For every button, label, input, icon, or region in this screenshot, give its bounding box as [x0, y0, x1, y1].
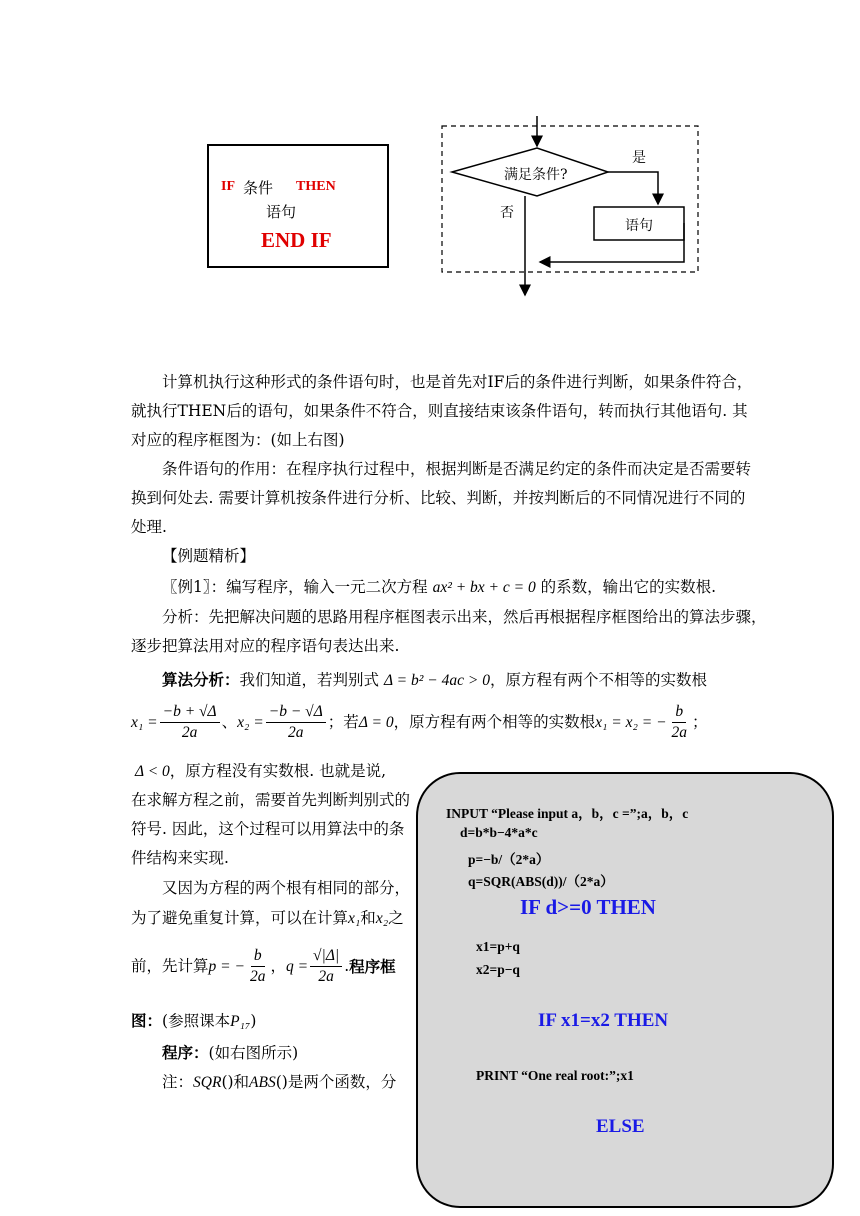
left-line8 — [131, 1006, 256, 1036]
example-1 — [162, 573, 716, 602]
note-sqr: SQR — [193, 1074, 222, 1091]
program-heading: 程序： — [162, 1043, 209, 1062]
para2-line2: 换到何处去. 需要计算机按条件进行分析、比较、判断，并按判断后的不同情况进行不同的 — [131, 489, 746, 507]
program-d-line: d=b*b−4*a*c — [460, 825, 538, 840]
program-print-line: PRINT “One real root:”;x1 — [476, 1068, 634, 1083]
note-and: ()和 — [221, 1073, 250, 1091]
yes-label: 是 — [632, 150, 646, 166]
x1-fraction — [160, 702, 220, 743]
roots-line — [131, 702, 708, 743]
program-x2-line: x2=p−q — [476, 962, 520, 977]
x2-denominator: 2a — [288, 724, 304, 741]
algo-text2: ，原方程有两个不相等的实数根 — [489, 671, 707, 689]
left-line1 — [135, 757, 386, 786]
delta-negative: Δ < 0 — [135, 763, 170, 780]
flow-statement-label: 语句 — [625, 218, 653, 234]
flowchart — [440, 112, 700, 302]
x1-numerator: −b + √Δ — [160, 702, 220, 723]
analysis-line2: 逐步把算法用对应的程序语句表达出来. — [131, 637, 400, 655]
program-else: ELSE — [596, 1116, 645, 1137]
b-denominator: 2a — [671, 724, 688, 741]
discriminant-eq: Δ = b² − 4ac > 0 — [383, 672, 490, 689]
l6-x2: x₂ — [375, 910, 389, 927]
x2-numerator: −b − √Δ — [266, 702, 326, 723]
l8-close: ) — [250, 1012, 257, 1030]
q-lhs: q = — [285, 958, 309, 975]
b-numerator: b — [672, 702, 686, 723]
l6-pre: 为了避免重复计算，可以在计算 — [131, 909, 349, 927]
l6-post: 之 — [388, 909, 404, 927]
x2-lhs: x₂ = — [237, 714, 264, 731]
x2-fraction — [266, 702, 326, 743]
dashed-frame — [442, 126, 698, 272]
program-if-x: IF x1=x2 THEN — [538, 1010, 669, 1031]
l8-bold: 图： — [131, 1011, 163, 1030]
flowchart-diagram — [440, 112, 700, 302]
l7-pre: 前，先计算 — [131, 957, 209, 975]
x1-lhs: x₁ = — [131, 714, 158, 731]
p-denominator: 2a — [249, 968, 266, 985]
program-text: (如右图所示) — [208, 1044, 299, 1062]
algo-text1: 我们知道，若判别式 — [239, 671, 380, 689]
program-p-line: p=−b/（2*a） — [468, 852, 550, 867]
p-lhs: p = − — [208, 958, 245, 975]
equal-roots-text: ，原方程有两个相等的实数根 — [393, 713, 596, 731]
l8-ref: P₁₇ — [230, 1013, 251, 1030]
no-root-text: ，原方程没有实数根. 也就是说, — [169, 762, 387, 780]
comma: ， — [270, 957, 286, 975]
x1-denominator: 2a — [181, 724, 198, 741]
l6-x1: x₁ — [348, 910, 361, 927]
note-post: ()是两个函数，分 — [275, 1073, 397, 1091]
p-fraction — [247, 946, 269, 987]
decision-label: 满足条件? — [504, 167, 568, 183]
if-keyword: IF — [221, 179, 235, 194]
flow-label: 程序框 — [349, 957, 396, 976]
analysis-line1: 分析：先把解决问题的思路用程序框图表示出来，然后再根据程序框图给出的算法步骤， — [162, 608, 767, 626]
if-statement-box — [207, 144, 389, 268]
condition-label: 条件 — [243, 179, 274, 197]
left-line9 — [162, 1038, 298, 1068]
semicolon-2: ； — [692, 713, 708, 731]
para2-line3: 处理. — [131, 518, 167, 536]
p-numerator: b — [251, 946, 265, 967]
l6-and: 和 — [360, 909, 376, 927]
l8-text: (参照课本 — [162, 1012, 231, 1030]
left-line2: 在求解方程之前，需要首先判断判别式的 — [131, 791, 411, 809]
algo-line — [162, 665, 707, 695]
then-keyword: THEN — [296, 179, 336, 194]
q-fraction — [310, 946, 342, 987]
para1-line1: 计算机执行这种形式的条件语句时，也是首先对IF后的条件进行判断，如果条件符合， — [162, 373, 753, 391]
para1-line3: 对应的程序框图为：(如上右图) — [131, 431, 345, 449]
program-if-d: IF d>=0 THEN — [520, 895, 656, 919]
equal-roots-fraction — [669, 702, 691, 743]
no-label: 否 — [500, 205, 514, 221]
example-equation: ax² + bx + c = 0 — [432, 579, 536, 596]
delta-zero: Δ = 0 — [358, 714, 394, 731]
left-line7 — [131, 946, 396, 987]
semicolon-1: ；若 — [327, 713, 359, 731]
left-line5: 又因为方程的两个根有相同的部分， — [162, 879, 411, 897]
program-panel — [416, 772, 834, 1208]
left-line3: 符号. 因此，这个过程可以用算法中的条 — [131, 820, 405, 838]
algo-heading: 算法分析： — [162, 670, 240, 689]
para2-line1: 条件语句的作用：在程序执行过程中，根据判断是否满足约定的条件而决定是否需要转 — [162, 460, 752, 478]
equal-roots-lhs: x₁ = x₂ = − — [595, 714, 667, 731]
q-denominator: 2a — [318, 968, 334, 985]
para1-line2: 就执行THEN后的语句，如果条件不符合，则直接结束该条件语句，转而执行其他语句. 其 — [131, 402, 748, 420]
note-abs: ABS — [249, 1074, 276, 1091]
example-tail: 的系数，输出它的实数根. — [540, 578, 717, 596]
separator: 、 — [221, 713, 238, 731]
program-input-line: INPUT “Please input a，b，c =”;a，b，c — [446, 806, 689, 821]
note-pre: 注： — [162, 1073, 194, 1091]
left-line4: 件结构来实现. — [131, 849, 229, 867]
end-if-keyword: END IF — [261, 228, 332, 252]
program-x1-line: x1=p+q — [476, 939, 520, 954]
statement-label: 语句 — [266, 203, 297, 221]
l7-dot: . — [344, 957, 350, 975]
yes-arrow — [608, 172, 658, 204]
q-numerator: √|Δ| — [310, 946, 342, 967]
example-label: 〖例1〗：编写程序，输入一元二次方程 — [162, 578, 428, 596]
left-line10 — [162, 1068, 396, 1097]
left-line6 — [131, 904, 404, 933]
program-q-line: q=SQR(ABS(d))/（2*a） — [468, 874, 614, 889]
section-heading: 【例题精析】 — [162, 547, 256, 565]
